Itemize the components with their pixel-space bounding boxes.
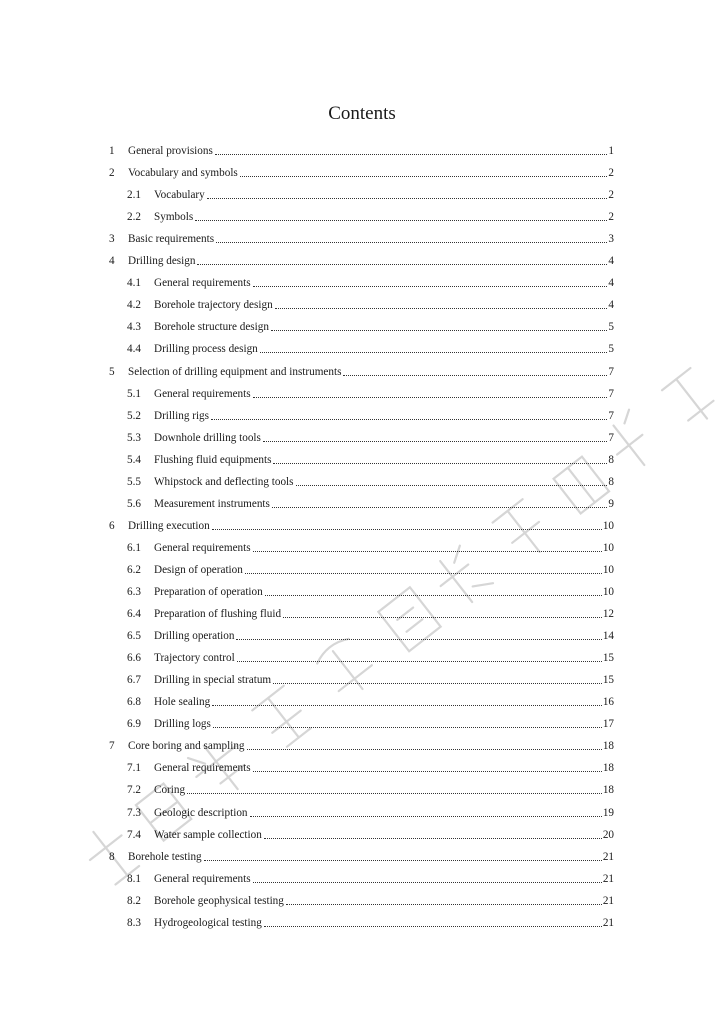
toc-entry-number: 7.1 <box>127 762 141 775</box>
toc-entry-label: Drilling logs <box>154 718 211 731</box>
toc-entry-page: 4 <box>608 255 614 268</box>
toc-entry[interactable] <box>127 423 614 445</box>
toc-entry[interactable] <box>127 886 614 908</box>
toc-entry[interactable] <box>127 180 614 202</box>
toc-entry[interactable] <box>127 775 614 797</box>
toc-entry[interactable] <box>127 577 614 599</box>
toc-entry-label: Preparation of operation <box>154 586 263 598</box>
toc-leader-dots <box>207 196 608 199</box>
toc-entry-number: 7.3 <box>127 806 141 819</box>
toc-entry-label: Downhole drilling tools <box>154 431 261 444</box>
toc-entry-label: General requirements <box>154 277 251 290</box>
toc-entry-label: Geologic description <box>154 806 248 819</box>
toc-entry[interactable] <box>127 621 614 643</box>
toc-leader-dots <box>296 483 608 486</box>
toc-entry-number: 4.2 <box>127 299 141 312</box>
toc-entry[interactable] <box>127 533 614 555</box>
toc-leader-dots <box>253 284 608 287</box>
toc-leader-dots <box>286 902 602 905</box>
toc-entry-label: Whipstock and deflecting tools <box>154 475 294 488</box>
toc-entry-page: 7 <box>608 365 614 378</box>
toc-leader-dots <box>204 858 602 861</box>
toc-entry-label: Measurement instruments <box>154 497 270 510</box>
toc-entry-page: 20 <box>602 828 614 841</box>
toc-entry[interactable] <box>127 467 614 489</box>
toc-leader-dots <box>260 350 608 353</box>
toc-entry-label: Coring <box>154 784 186 797</box>
toc-entry-page: 18 <box>602 740 614 753</box>
toc-entry-number: 6.4 <box>127 608 141 621</box>
toc-entry[interactable] <box>109 731 614 753</box>
toc-entry[interactable] <box>127 820 614 842</box>
toc-entry-number: 6.3 <box>127 586 141 598</box>
toc-entry-page: 9 <box>608 497 614 510</box>
toc-entry-number: 4.1 <box>127 277 141 290</box>
toc-entry-label: Vocabulary <box>154 189 205 202</box>
toc-entry-page: 10 <box>602 519 614 532</box>
toc-leader-dots <box>253 549 602 552</box>
toc-entry-page: 17 <box>602 718 614 731</box>
toc-entry[interactable] <box>127 665 614 687</box>
toc-leader-dots <box>213 725 602 728</box>
toc-entry-number: 5 <box>109 365 115 378</box>
toc-entry[interactable] <box>127 643 614 665</box>
toc-entry-number: 8 <box>109 850 115 863</box>
toc-entry[interactable] <box>127 312 614 334</box>
toc-entry-number: 5.5 <box>127 475 141 488</box>
toc-entry-label: Borehole trajectory design <box>154 299 273 312</box>
toc-entry-label: Flushing fluid equipments <box>154 453 272 466</box>
toc-entry-label: Drilling operation <box>154 630 235 643</box>
toc-entry-page: 2 <box>608 189 614 202</box>
toc-leader-dots <box>240 174 608 177</box>
toc-entry-number: 8.1 <box>127 872 141 885</box>
toc-entry-number: 3 <box>109 233 115 246</box>
toc-entry-page: 12 <box>602 608 614 621</box>
toc-entry-number: 2.2 <box>127 211 141 224</box>
toc-leader-dots <box>265 593 602 596</box>
toc-entry[interactable] <box>127 555 614 577</box>
toc-entry-page: 7 <box>608 409 614 422</box>
toc-entry-number: 5.3 <box>127 431 141 444</box>
toc-leader-dots <box>247 747 602 750</box>
toc-leader-dots <box>343 373 607 376</box>
toc-leader-dots <box>187 791 602 794</box>
toc-entry-number: 6.5 <box>127 630 141 643</box>
toc-entry-number: 2.1 <box>127 189 141 202</box>
toc-entry-number: 5.4 <box>127 453 141 466</box>
toc-entry-label: Design of operation <box>154 563 243 576</box>
toc-entry-label: Drilling rigs <box>154 409 210 422</box>
toc-entry[interactable] <box>127 268 614 290</box>
toc-leader-dots <box>212 703 602 706</box>
toc-leader-dots <box>245 571 602 574</box>
toc-entry-page: 18 <box>602 784 614 797</box>
toc-entry[interactable] <box>127 687 614 709</box>
toc-entry[interactable] <box>127 798 614 820</box>
toc-entry-number: 7.2 <box>127 784 141 797</box>
toc-entry-page: 21 <box>602 850 614 863</box>
toc-entry-number: 6.2 <box>127 563 141 576</box>
toc-leader-dots <box>253 769 602 772</box>
toc-entry[interactable] <box>109 158 614 180</box>
toc-leader-dots <box>271 328 607 331</box>
toc-entry-label: Symbols <box>154 211 194 224</box>
toc-entry[interactable] <box>127 709 614 731</box>
toc-entry-label: Vocabulary and symbols <box>128 167 238 180</box>
toc-entry[interactable] <box>109 224 614 246</box>
toc-entry-number: 1 <box>109 145 115 157</box>
toc-entry[interactable] <box>127 401 614 423</box>
toc-entry-number: 4 <box>109 255 115 268</box>
toc-entry-label: Drilling process design <box>154 343 258 356</box>
toc-leader-dots <box>253 395 608 398</box>
toc-entry[interactable] <box>127 334 614 356</box>
toc-entry[interactable] <box>127 290 614 312</box>
toc-entry-number: 4.4 <box>127 343 141 356</box>
toc-entry-label: Preparation of flushing fluid <box>154 608 282 621</box>
toc-entry-number: 6 <box>109 519 115 532</box>
toc-entry-label: General requirements <box>154 541 251 554</box>
toc-entry-label: General requirements <box>154 872 251 885</box>
toc-leader-dots <box>197 262 607 265</box>
toc-leader-dots <box>275 306 608 309</box>
toc-entry-number: 5.1 <box>127 387 141 400</box>
toc-leader-dots <box>283 615 602 618</box>
toc-entry-number: 8.3 <box>127 916 141 929</box>
toc-entry[interactable] <box>109 136 614 158</box>
toc-entry-page: 10 <box>602 541 614 554</box>
toc-entry-number: 6.1 <box>127 541 141 554</box>
toc-entry-label: General provisions <box>128 145 213 157</box>
toc-entry-page: 10 <box>602 586 614 598</box>
page-title: Contents <box>328 103 396 124</box>
toc-entry-number: 5.6 <box>127 497 141 510</box>
toc-entry-label: Hydrogeological testing <box>154 916 262 929</box>
toc-entry-number: 2 <box>109 167 115 180</box>
toc-leader-dots <box>237 659 602 662</box>
toc-entry[interactable] <box>109 357 614 379</box>
toc-entry-page: 15 <box>602 674 614 687</box>
toc-entry-page: 10 <box>602 563 614 576</box>
toc-entry-number: 6.8 <box>127 696 141 709</box>
toc-entry-page: 21 <box>602 894 614 907</box>
toc-leader-dots <box>273 681 602 684</box>
toc-entry-page: 5 <box>608 343 614 356</box>
toc-entry-page: 18 <box>602 762 614 775</box>
toc-leader-dots <box>195 218 607 221</box>
toc-entry-page: 8 <box>608 453 614 466</box>
toc-entry-number: 6.9 <box>127 718 141 731</box>
toc-entry-number: 4.3 <box>127 321 141 334</box>
toc-entry-label: Drilling design <box>128 255 196 268</box>
toc-entry-number: 7 <box>109 740 115 753</box>
toc-entry-number: 6.6 <box>127 652 141 665</box>
toc-entry[interactable] <box>109 842 614 864</box>
toc-entry-label: Drilling in special stratum <box>154 674 272 687</box>
toc-entry-label: Water sample collection <box>154 828 262 841</box>
toc-entry-label: Basic requirements <box>128 233 215 246</box>
toc-entry-label: General requirements <box>154 387 251 400</box>
toc-entry-number: 8.2 <box>127 894 141 907</box>
toc-entry[interactable] <box>109 246 614 268</box>
toc-leader-dots <box>264 836 602 839</box>
toc-leader-dots <box>211 417 607 420</box>
toc-leader-dots <box>215 152 608 155</box>
toc-leader-dots <box>250 814 602 817</box>
toc-entry-page: 15 <box>602 652 614 665</box>
toc-entry-label: Borehole structure design <box>154 321 269 334</box>
toc-entry-number: 5.2 <box>127 409 141 422</box>
toc-entry[interactable] <box>127 379 614 401</box>
toc-entry-page: 7 <box>608 431 614 444</box>
toc-entry[interactable] <box>109 511 614 533</box>
toc-leader-dots <box>216 240 607 243</box>
toc-entry-page: 21 <box>602 916 614 929</box>
toc-entry-number: 7.4 <box>127 828 141 841</box>
toc-entry-number: 6.7 <box>127 674 141 687</box>
toc-leader-dots <box>273 461 607 464</box>
toc-entry-page: 16 <box>602 696 614 709</box>
toc-entry-label: Selection of drilling equipment and instruments <box>128 365 342 378</box>
toc-entry[interactable] <box>127 599 614 621</box>
toc-entry[interactable] <box>127 908 614 930</box>
toc-entry-label: Trajectory control <box>154 652 235 665</box>
toc-entry-page: 8 <box>608 475 614 488</box>
toc-leader-dots <box>263 439 608 442</box>
toc-leader-dots <box>264 924 602 927</box>
toc-entry-page: 5 <box>608 321 614 334</box>
toc-leader-dots <box>236 637 601 640</box>
toc-entry-page: 4 <box>608 299 614 312</box>
toc-entry-page: 7 <box>608 387 614 400</box>
toc-entry-page: 1 <box>608 145 614 157</box>
toc-entry[interactable] <box>127 753 614 775</box>
toc-entry-label: Borehole testing <box>128 850 202 863</box>
toc-entry[interactable] <box>127 489 614 511</box>
toc-leader-dots <box>253 880 602 883</box>
toc-entry-label: Core boring and sampling <box>128 740 245 753</box>
toc-entry-page: 2 <box>608 211 614 224</box>
toc-entry-label: Borehole geophysical testing <box>154 894 284 907</box>
toc-entry-page: 14 <box>602 630 614 643</box>
toc-entry[interactable] <box>127 445 614 467</box>
toc-entry-label: Drilling execution <box>128 519 210 532</box>
toc-entry-label: Hole sealing <box>154 696 211 709</box>
toc-entry[interactable] <box>127 864 614 886</box>
toc-leader-dots <box>272 505 608 508</box>
toc-entry-page: 2 <box>608 167 614 180</box>
toc-leader-dots <box>212 527 602 530</box>
toc-entry[interactable] <box>127 202 614 224</box>
toc-entry-page: 19 <box>602 806 614 819</box>
toc-entry-page: 3 <box>608 233 614 246</box>
toc-entry-page: 21 <box>602 872 614 885</box>
toc-entry-page: 4 <box>608 277 614 290</box>
toc-entry-label: General requirements <box>154 762 251 775</box>
